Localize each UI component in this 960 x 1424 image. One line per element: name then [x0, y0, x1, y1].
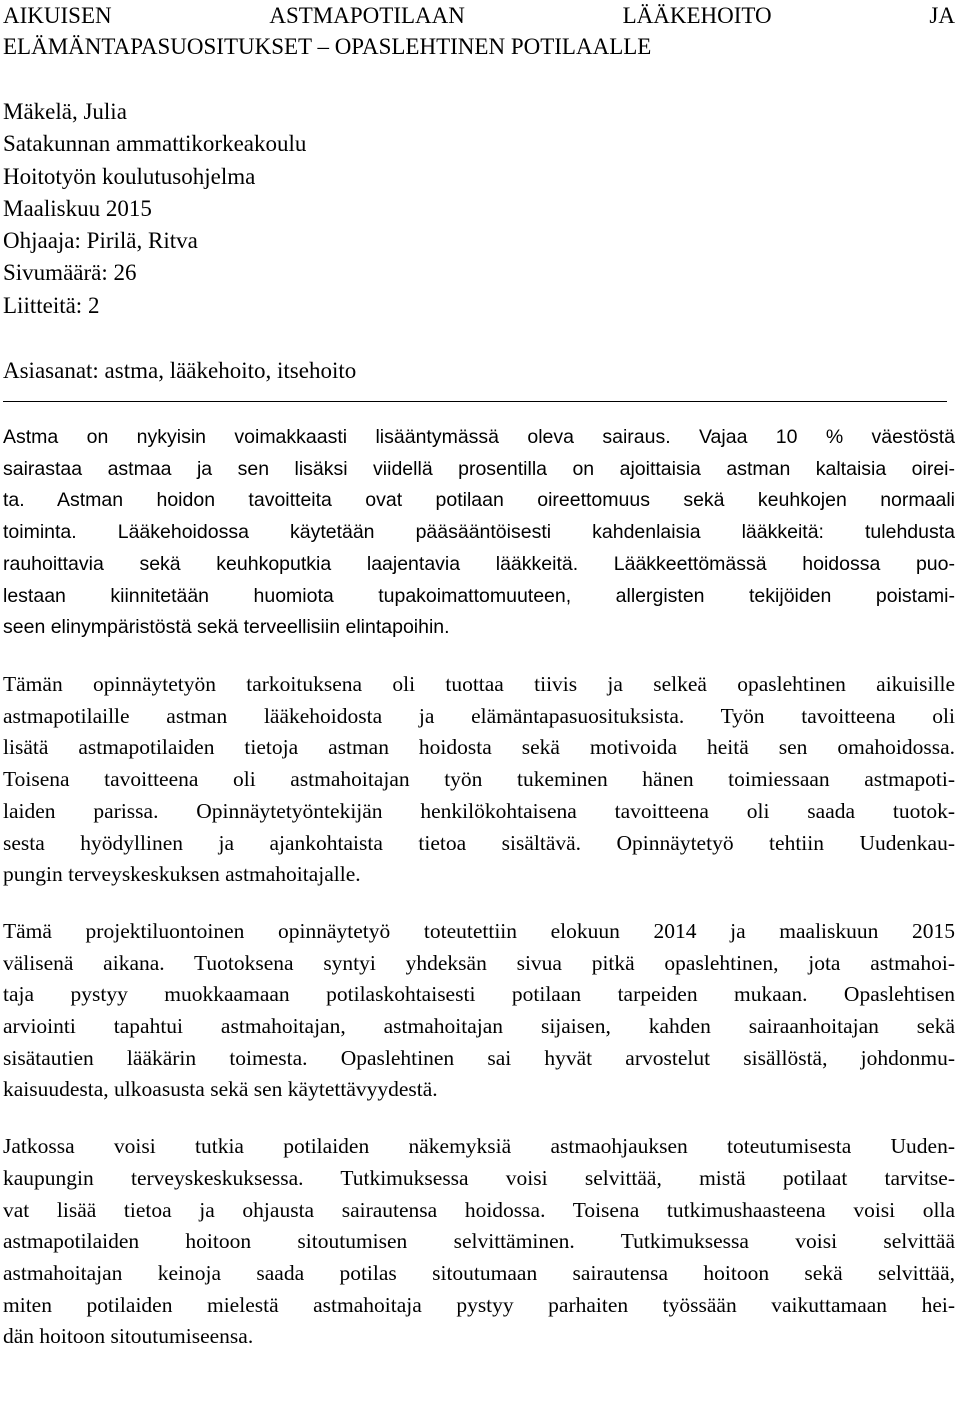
text-line: toiminta. Lääkehoidossa käytetään pääsääntöisesti kahdenlaisia lääkkeitä: tulehdusta [3, 521, 955, 544]
text-line: ta. Astman hoidon tavoitteita ovat potilaan oireettomuus sekä keuhkojen normaali [3, 489, 955, 512]
title-word: LÄÄKEHOITO [622, 3, 772, 28]
abstract-paragraph-2 [3, 669, 955, 891]
text-line: miten potilaiden mielestä astmahoitaja pystyy parhaiten työssään vaikuttamaan hei- [3, 1292, 955, 1317]
divider-line [3, 401, 947, 402]
text-line: sairastaa astmaa ja sen lisäksi viidellä prosentilla on ajoittaisia astman kaltaisia oirei- [3, 457, 955, 480]
text-line: astmapotilaiden hoitoon sitoutumisen selvittäminen. Tutkimuksessa voisi selvittää [3, 1229, 955, 1254]
text-line: Astma on nykyisin voimakkaasti lisääntymässä oleva sairaus. Vajaa 10 % väestöstä [3, 426, 955, 449]
text-line: taja pystyy muokkaamaan potilaskohtaisesti potilaan tarpeiden mukaan. Opaslehtisen [3, 982, 955, 1007]
school-name: Satakunnan ammattikorkeakoulu [3, 131, 307, 157]
title-word: ASTMAPOTILAAN [269, 3, 465, 28]
abstract-page [3, 0, 955, 1353]
keywords: Asiasanat: astma, lääkehoito, itsehoito [3, 358, 357, 384]
text-line: vat lisää tietoa ja ohjausta sairautensa hoidossa. Toisena tutkimushaasteena voisi olla [3, 1197, 955, 1222]
text-line: laiden parissa. Opinnäytetyöntekijän henkilökohtaisena tavoitteena oli saada tuotok- [3, 798, 955, 823]
text-line: pungin terveyskeskuksen astmahoitajalle. [3, 862, 361, 887]
page-count: Sivumäärä: 26 [3, 260, 137, 286]
text-line: Tämä projektiluontoinen opinnäytetyö toteutettiin elokuun 2014 ja maaliskuun 2015 [3, 918, 955, 943]
text-line: sisätautien lääkärin toimesta. Opaslehtinen sai hyvät arvostelut sisällöstä, johdonmu- [3, 1045, 955, 1070]
attachment-count: Liitteitä: 2 [3, 292, 100, 318]
text-line: arviointi tapahtui astmahoitajan, astmahoitajan sijaisen, kahden sairaanhoitajan sekä [3, 1014, 955, 1039]
text-line: välisenä aikana. Tuotoksena syntyi yhdeksän sivua pitkä opaslehtinen, jota astmahoi- [3, 950, 955, 975]
text-line: dän hoitoon sitoutumiseensa. [3, 1324, 254, 1349]
text-line: Tämän opinnäytetyön tarkoituksena oli tuottaa tiivis ja selkeä opaslehtinen aikuisille [3, 672, 955, 696]
title-line-2: ELÄMÄNTAPASUOSITUKSET – OPASLEHTINEN POTILAALLE [3, 34, 652, 59]
text-line: kaupungin terveyskeskuksessa. Tutkimuksessa voisi selvittää, mistä potilaat tarvitse- [3, 1165, 955, 1190]
text-line: rauhoittavia sekä keuhkoputkia laajentavia lääkkeitä. Lääkkeettömässä hoidossa puo- [3, 552, 955, 575]
text-line: astmahoitajan keinoja saada potilas sitoutumaan sairautensa hoitoon sekä selvittää, [3, 1260, 955, 1285]
abstract-paragraph-4 [3, 1131, 955, 1353]
abstract-paragraph-1 [3, 422, 955, 644]
text-line: lisätä astmapotilaiden tietoja astman hoidosta sekä motivoida heitä sen omahoidossa. [3, 735, 955, 760]
title-word: JA [929, 3, 955, 28]
text-line: sesta hyödyllinen ja ajankohtaista tietoa sisältävä. Opinnäytetyö tehtiin Uudenkau- [3, 830, 955, 855]
title-line-1 [3, 0, 955, 31]
text-line: lestaan kiinnitetään huomiota tupakoimattomuuteen, allergisten tekijöiden poistami- [3, 584, 955, 607]
abstract-paragraph-3 [3, 916, 955, 1106]
text-line: astmapotilaille astman lääkehoidosta ja elämäntapasuosituksista. Työn tavoitteena oli [3, 703, 955, 728]
text-line: Jatkossa voisi tutkia potilaiden näkemyksiä astmaohjauksen toteutumisesta Uuden- [3, 1134, 955, 1159]
thesis-metadata [3, 96, 955, 322]
degree-programme: Hoitotyön koulutusohjelma [3, 163, 256, 189]
supervisor: Ohjaaja: Pirilä, Ritva [3, 228, 198, 254]
text-line: Toisena tavoitteena oli astmahoitajan työn tukeminen hänen toimiessaan astmapoti- [3, 767, 955, 792]
author-name: Mäkelä, Julia [3, 99, 127, 124]
title-word: AIKUISEN [3, 3, 112, 28]
text-line: kaisuudesta, ulkoasusta sekä sen käytettävyydestä. [3, 1077, 438, 1102]
publication-date: Maaliskuu 2015 [3, 195, 152, 221]
text-line: seen elinympäristöstä sekä terveellisiin elintapoihin. [3, 616, 450, 639]
